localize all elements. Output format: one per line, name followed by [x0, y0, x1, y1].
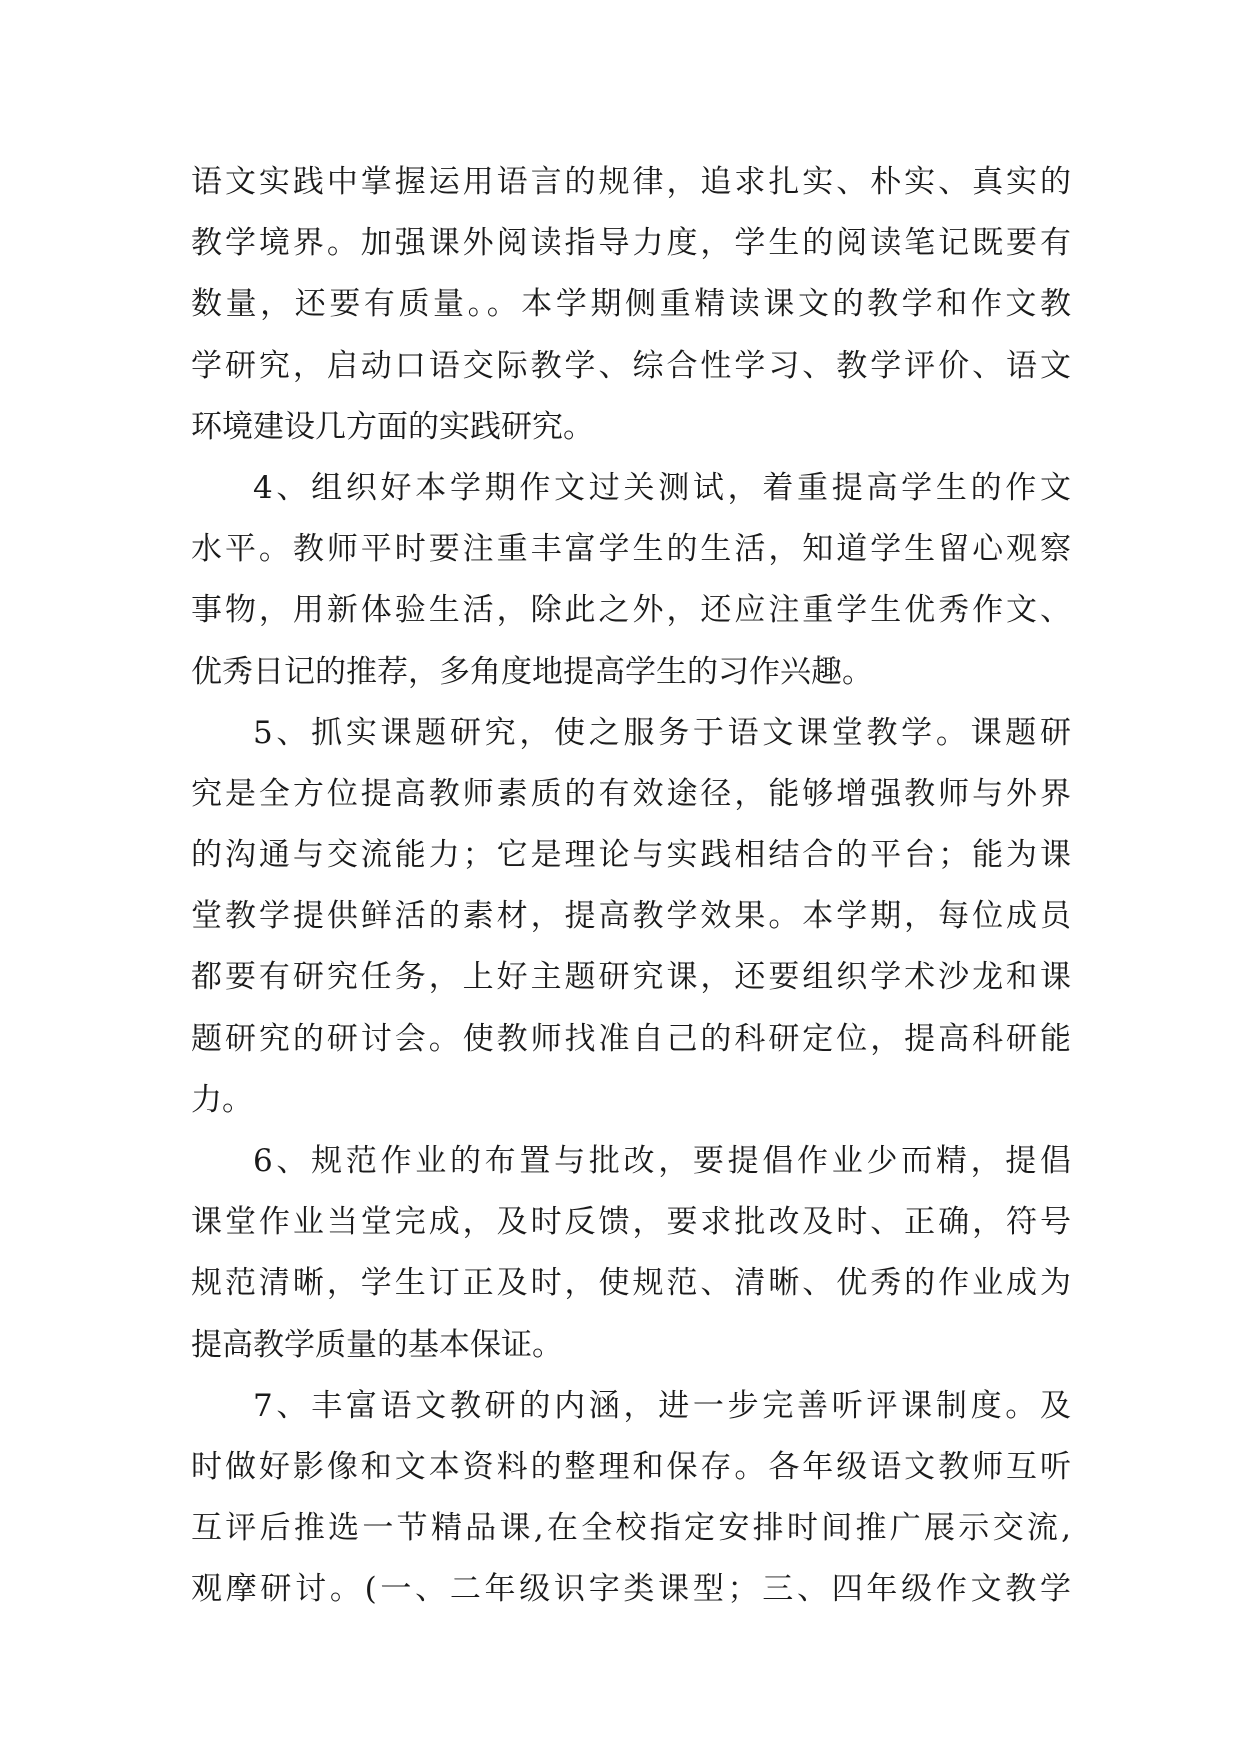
paragraph-start-line: 6、规范作业的布置与批改，要提倡作业少而精，提倡 — [253, 1143, 1071, 1179]
paragraph-start-line: 7、丰富语文教研的内涵，进一步完善听评课制度。及 — [253, 1387, 1071, 1424]
text-line: 语文实践中掌握运用语言的规律，追求扎实、朴实、真实的 — [191, 164, 1071, 200]
text-line: 课堂作业当堂完成，及时反馈，要求批改及时、正确，符号 — [191, 1204, 1071, 1241]
text-line: 都要有研究任务，上好主题研究课，还要组织学术沙龙和课 — [191, 959, 1071, 996]
text-line: 规范清晰，学生订正及时，使规范、清晰、优秀的作业成为 — [191, 1265, 1071, 1302]
text-line: 水平。教师平时要注重丰富学生的生活，知道学生留心观察 — [191, 531, 1071, 568]
text-line: 时做好影像和文本资料的整理和保存。各年级语文教师互听 — [191, 1448, 1071, 1485]
text-line: 力。 — [191, 1081, 253, 1118]
text-line: 学研究，启动口语交际教学、综合性学习、教学评价、语文 — [191, 347, 1071, 384]
paragraph-start-line: 4、组织好本学期作文过关测试，着重提高学生的作文 — [253, 469, 1071, 506]
text-line: 优秀日记的推荐，多角度地提高学生的习作兴趣。 — [191, 653, 873, 690]
body-text — [191, 152, 1071, 1621]
text-line: 究是全方位提高教师素质的有效途径，能够增强教师与外界 — [191, 775, 1071, 812]
text-line: 数量，还要有质量。。本学期侧重精读课文的教学和作文教 — [191, 286, 1071, 323]
text-line: 观摩研讨。(一、二年级识字类课型；三、四年级作文教学 — [191, 1571, 1071, 1608]
text-line: 互评后推选一节精品课,在全校指定安排时间推广展示交流, — [191, 1510, 1071, 1547]
text-line: 的沟通与交流能力；它是理论与实践相结合的平台；能为课 — [191, 837, 1071, 874]
text-line: 堂教学提供鲜活的素材，提高教学效果。本学期，每位成员 — [191, 898, 1071, 935]
text-line: 事物，用新体验生活，除此之外，还应注重学生优秀作文、 — [191, 592, 1071, 629]
text-line: 题研究的研讨会。使教师找准自己的科研定位，提高科研能 — [191, 1020, 1071, 1057]
text-line: 提高教学质量的基本保证。 — [191, 1326, 563, 1363]
paragraph-start-line: 5、抓实课题研究，使之服务于语文课堂教学。课题研 — [253, 714, 1071, 751]
text-line: 教学境界。加强课外阅读指导力度，学生的阅读笔记既要有 — [191, 225, 1071, 262]
text-line: 环境建设几方面的实践研究。 — [191, 408, 594, 445]
